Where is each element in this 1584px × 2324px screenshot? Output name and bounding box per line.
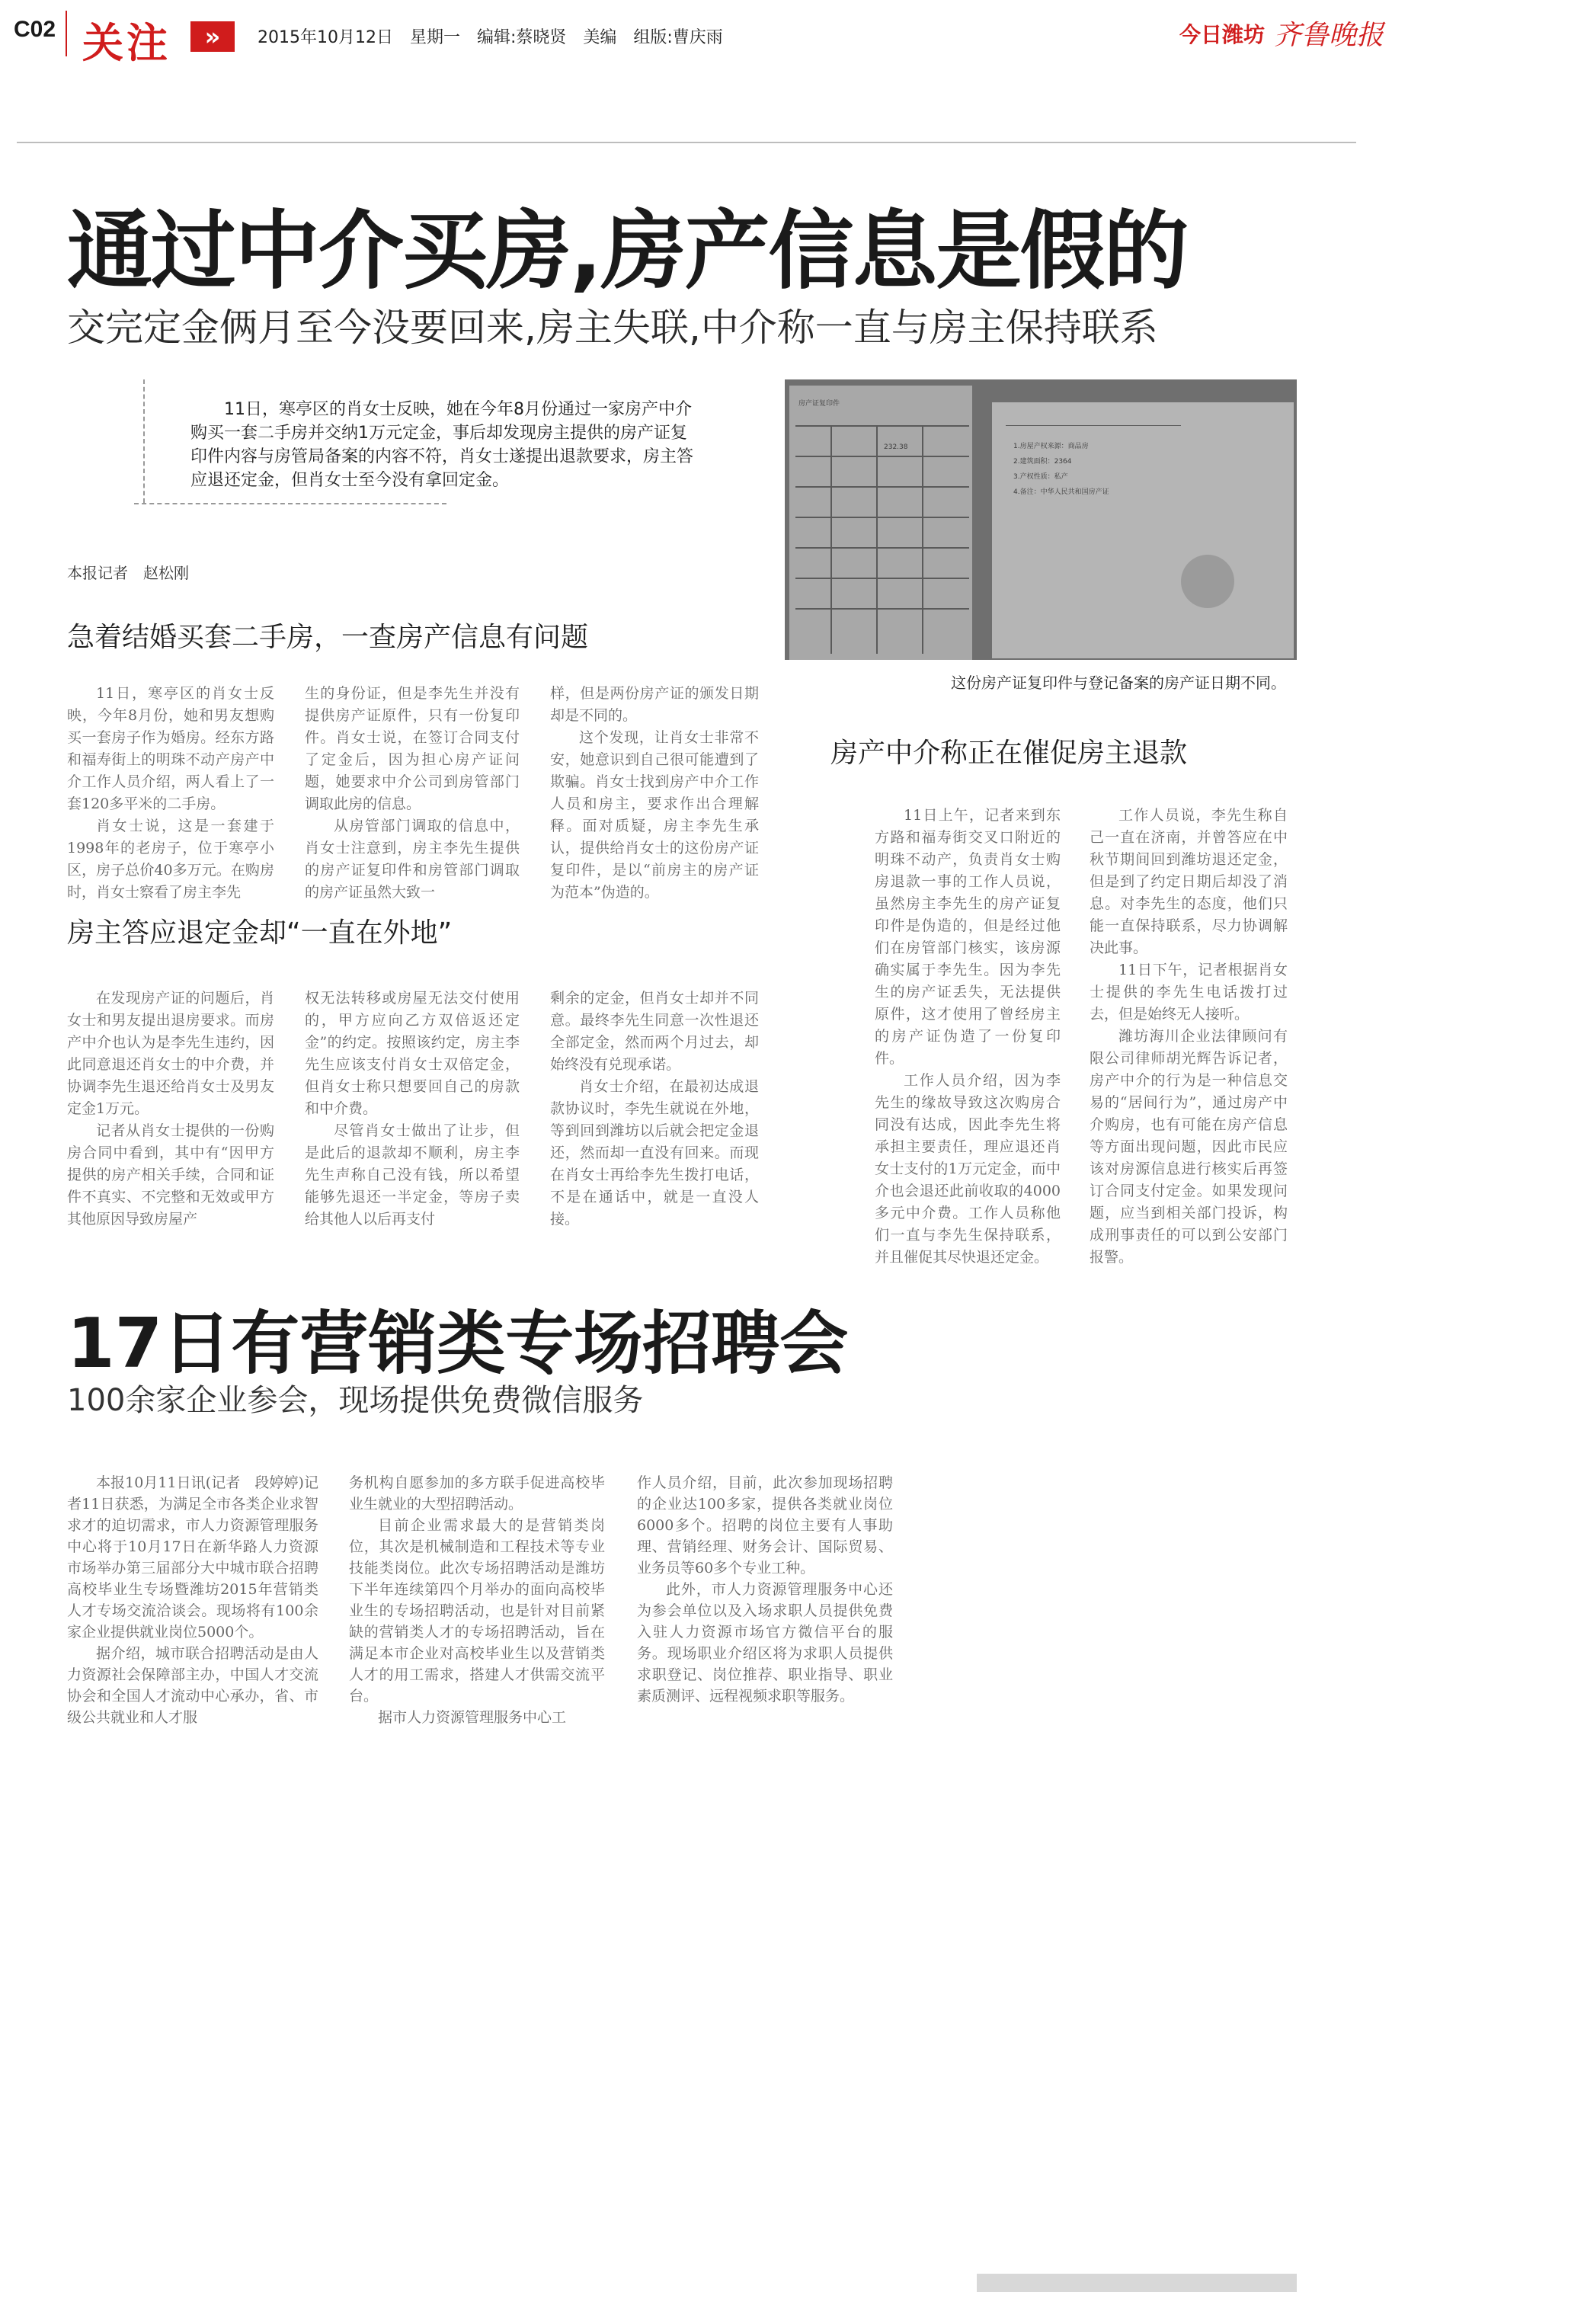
paragraph: 生的身份证，但是李先生并没有提供房产证原件，只有一份复印件。肖女士说，在签订合同支付了定金后，因为担心房产证问题，她要求中介公司到房管部门调取此房的信息。	[305, 685, 520, 812]
text-column	[1090, 805, 1288, 1269]
byline: 本报记者 赵松刚	[67, 564, 189, 582]
photo-doc-text: 4.备注：中华人民共和国房产证	[1013, 488, 1109, 496]
photo-stamp	[1181, 555, 1234, 608]
paragraph: 务机构自愿参加的多方联手促进高校毕业生就业的大型招聘活动。	[349, 1474, 605, 1513]
article-subheadline: 交完定金俩月至今没要回来,房主失联,中介称一直与房主保持联系	[67, 306, 1158, 350]
section-heading: 房主答应退定金却“一直在外地”	[67, 917, 453, 949]
photo-rule	[830, 425, 832, 654]
photo-doc-text: 3.产权性质：私产	[1013, 473, 1068, 481]
lead-frame-rule	[134, 503, 446, 504]
section-heading: 急着结婚买套二手房，一查房产信息有问题	[67, 622, 589, 653]
paragraph: 肖女士介绍，在最初达成退款协议时，李先生就说在外地，等到回到潍坊以后就会把定金退还，然而却一直没有回来。而现在肖女士再给李先生拨打电话，不是在通话中，就是一直没人接。	[550, 1078, 759, 1228]
article-subheadline: 100余家企业参会，现场提供免费微信服务	[67, 1383, 644, 1418]
photo-doc-text: 2.建筑面积：2364	[1013, 458, 1072, 466]
text-column	[550, 683, 759, 904]
article-headline: 通过中介买房,房产信息是假的	[67, 202, 1188, 301]
text-column	[637, 1472, 893, 1707]
paragraph: 本报10月11日讯(记者 段婷婷)记者11日获悉，为满足全市各类企业求智求才的迫切需求，市人力资源管理服务中心将于10月17日在新华路人力资源市场举办第三届部分大中城市联合招聘高校毕业生专场暨潍坊2015年营销类人才专场交流洽谈会。现场将有100余家企业提供就业岗位5000个。	[67, 1474, 318, 1641]
text-column	[67, 988, 274, 1231]
photo-doc-text: 232.38	[884, 443, 908, 451]
paragraph: 作人员介绍，目前，此次参加现场招聘的企业达100多家，提供各类就业岗位6000多个。招聘的岗位主要有人事助理、营销经理、财务会计、国际贸易、业务员等60多个专业工种。	[637, 1474, 893, 1577]
section-title: 关注	[82, 19, 171, 67]
text-column	[67, 1472, 318, 1728]
text-column	[305, 988, 520, 1231]
paragraph: 这个发现，让肖女士非常不安，她意识到自己很可能遭到了欺骗。肖女士找到房产中介工作人员和房主，要求作出合理解释。面对质疑，房主李先生承认，提供给肖女士的这份房产证复印件，是以“前房主的房产证为范本”伪造的。	[550, 729, 759, 901]
paragraph: 11日上午，记者来到东方路和福寿街交叉口附近的明珠不动产，负责肖女士购房退款一事的工作人员说，虽然房主李先生的房产证复印件是伪造的，但是经过他们在房管部门核实，该房源确实属于李先生。因为李先生的房产证丢失，无法提供原件，这才使用了曾经房主的房产证伪造了一份复印件。	[875, 807, 1061, 1067]
photo-rule	[795, 547, 969, 549]
photo-doc-text: 房产证复印件	[798, 400, 840, 408]
paragraph: 11日下午，记者根据肖女士提供的李先生电话拨打过去，但是始终无人接听。	[1090, 962, 1288, 1023]
paragraph: 11日，寒亭区的肖女士反映，今年8月份，她和男友想购买一套房子作为婚房。经东方路和福寿街上的明珠不动产房产中介工作人员介绍，两人看上了一套120多平米的二手房。	[67, 685, 274, 812]
footer-bar	[977, 2274, 1297, 2292]
header-info: 2015年10月12日 星期一 编辑:蔡晓贤 美编 组版:曹庆雨	[258, 28, 723, 47]
article-lead: 11日，寒亭区的肖女士反映，她在今年8月份通过一家房产中介购买一套二手房并交纳1万元定金，事后却发现房主提供的房产证复印件内容与房管局备案的内容不符，肖女士遂提出退款要求，房主答应退还定金，但肖女士至今没有拿回定金。	[190, 400, 694, 490]
paragraph: 剩余的定金，但肖女士却并不同意。最终李先生同意一次性退还全部定金，然而两个月过去，却始终没有兑现承诺。	[550, 990, 759, 1073]
article-headline: 17日有营销类专场招聘会	[67, 1304, 849, 1384]
paragraph: 工作人员说，李先生称自己一直在济南，并曾答应在中秋节期间回到潍坊退还定金，但是到了约定日期后却没了消息。对李先生的态度，他们只能一直保持联系，尽力协调解决此事。	[1090, 807, 1288, 956]
paragraph: 工作人员介绍，因为李先生的缘故导致这次购房合同没有达成，因此李先生将承担主要责任，理应退还肖女士支付的1万元定金，而中介也会退还此前收取的4000多元中介费。工作人员称他们一直与李先生保持联系，并且催促其尽快退还定金。	[875, 1072, 1061, 1266]
header-rule	[17, 142, 1356, 143]
header-divider	[66, 11, 67, 56]
text-column	[349, 1472, 605, 1728]
paragraph: 记者从肖女士提供的一份购房合同中看到，其中有“因甲方提供的房产相关手续，合同和证件不真实、不完整和无效或甲方其他原因导致房屋产	[67, 1122, 274, 1228]
photo-rule	[1006, 425, 1181, 426]
photo-rule	[795, 486, 969, 488]
paragraph: 在发现房产证的问题后，肖女士和男友提出退房要求。而房产中介也认为是李先生违约，因此同意退还肖女士的中介费，并协调李先生退还给肖女士及男友定金1万元。	[67, 990, 274, 1117]
text-column	[550, 988, 759, 1231]
paragraph: 权无法转移或房屋无法交付使用的，甲方应向乙方双倍返还定金”的约定。按照该约定，房主李先生应该支付肖女士双倍定金，但肖女士称只想要回自己的房款和中介费。	[305, 990, 520, 1117]
photo-doc-text: 1.房屋产权来源：商品房	[1013, 443, 1089, 450]
paragraph: 此外，市人力资源管理服务中心还为参会单位以及入场求职人员提供免费入驻人力资源市场官方微信平台的服务。现场职业介绍区将为求职人员提供求职登记、岗位推荐、职业指导、职业素质测评、远程视频求职等服务。	[637, 1581, 893, 1705]
photo-caption: 这份房产证复印件与登记备案的房产证日期不同。	[951, 674, 1286, 692]
photo-rule	[795, 608, 969, 610]
section-heading: 房产中介称正在催促房主退款	[830, 738, 1188, 769]
section-arrow-icon: »	[190, 21, 235, 52]
paragraph: 从房管部门调取的信息中，肖女士注意到，房主李先生提供的房产证复印件和房管部门调取的房产证虽然大致一	[305, 818, 520, 901]
newspaper-logo: 齐鲁晚报	[1274, 20, 1384, 51]
paragraph: 尽管肖女士做出了让步，但是此后的退款却不顺利，房主李先生声称自己没有钱，所以希望能够先退还一半定金，等房子卖给其他人以后再支付	[305, 1122, 520, 1228]
article-photo	[785, 379, 1297, 660]
paragraph: 肖女士说，这是一套建于1998年的老房子，位于寒亭小区，房子总价40多万元。在购房时，肖女士察看了房主李先	[67, 818, 274, 901]
paragraph: 潍坊海川企业法律顾问有限公司律师胡光辉告诉记者，房产中介的行为是一种信息交易的“居间行为”，通过房产中介购房，也有可能在房产信息等方面出现问题，因此市民应该对房源信息进行核实后再签订合同支付定金。如果发现问题，应当到相关部门投诉，构成刑事责任的可以到公安部门报警。	[1090, 1028, 1288, 1266]
text-column	[305, 683, 520, 904]
photo-document-left	[789, 386, 972, 660]
paragraph: 据介绍，城市联合招聘活动是由人力资源社会保障部主办，中国人才交流协会和全国人才流动中心承办，省、市级公共就业和人才服	[67, 1645, 318, 1726]
paragraph: 样，但是两份房产证的颁发日期却是不同的。	[550, 685, 759, 724]
photo-rule	[795, 425, 969, 427]
photo-rule	[795, 578, 969, 579]
text-column	[67, 683, 274, 904]
photo-rule	[795, 456, 969, 457]
paragraph: 目前企业需求最大的是营销类岗位，其次是机械制造和工程技术等专业技能类岗位。此次专场招聘活动是潍坊下半年连续第四个月举办的面向高校毕业生的专场招聘活动，也是针对目前紧缺的营销类人才的专场招聘活动，旨在满足本市企业对高校毕业生以及营销类人才的用工需求，搭建人才供需交流平台。	[349, 1517, 605, 1705]
paragraph: 据市人力资源管理服务中心工	[378, 1709, 567, 1726]
text-column	[875, 805, 1061, 1269]
photo-rule	[795, 517, 969, 518]
photo-rule	[922, 425, 923, 654]
photo-rule	[876, 425, 878, 654]
header-edition-label: 今日潍坊	[1179, 22, 1266, 47]
page-number: C02	[14, 17, 56, 42]
